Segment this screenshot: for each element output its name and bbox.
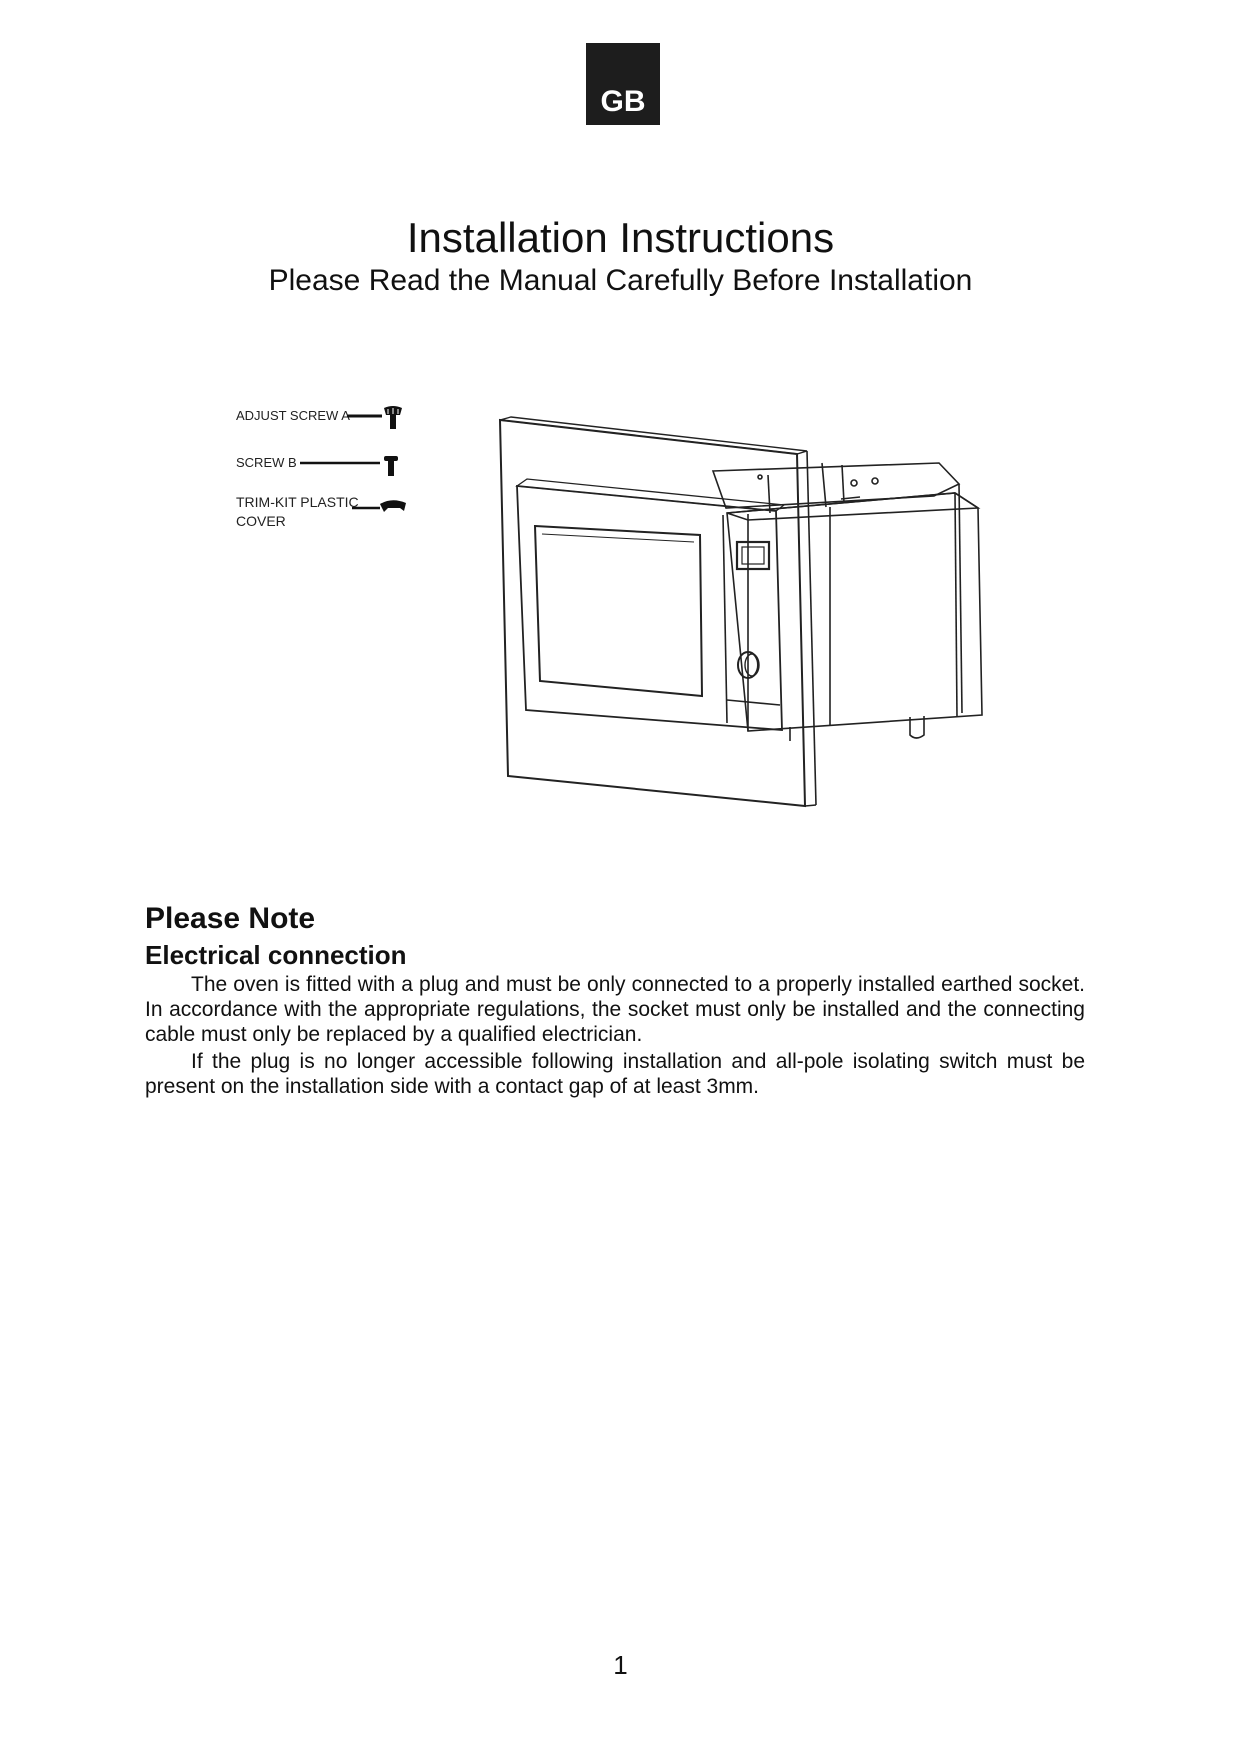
- page-title: Installation Instructions: [406, 214, 835, 261]
- plastic-cover-icon: [380, 500, 406, 512]
- section-subheading: Electrical connection: [145, 940, 407, 970]
- please-note-section: [145, 900, 1085, 1099]
- page-number: 1: [613, 1650, 628, 1680]
- page-subtitle: Please Read the Manual Carefully Before Installation: [268, 264, 973, 297]
- microwave-drawing: [500, 417, 982, 806]
- screw-icon: [384, 456, 398, 476]
- part-label-adjust-screw-a: ADJUST SCREW A: [236, 408, 350, 423]
- paragraph: If the plug is no longer accessible following installation and all-pole isolating switch must be present on the installation side with a contact gap of at least 3mm.: [145, 1050, 1085, 1098]
- language-badge: GB: [586, 43, 660, 125]
- part-label-screw-b: SCREW B: [236, 455, 297, 470]
- part-label-trim-kit-cover-line2: COVER: [236, 513, 286, 529]
- part-label-trim-kit-cover-line1: TRIM-KIT PLASTIC: [236, 494, 359, 510]
- paragraph: The oven is fitted with a plug and must be only connected to a properly installed earthed socket. In accordance with the appropriate regulations, the socket must only be installed and the connecting cable must only be replaced by a qualified electrician.: [145, 973, 1085, 1046]
- microwave-trim-kit-drawing: [230, 395, 1000, 825]
- adjust-screw-icon: [384, 406, 402, 429]
- section-heading: Please Note: [145, 902, 316, 935]
- installation-figure: [230, 395, 1000, 825]
